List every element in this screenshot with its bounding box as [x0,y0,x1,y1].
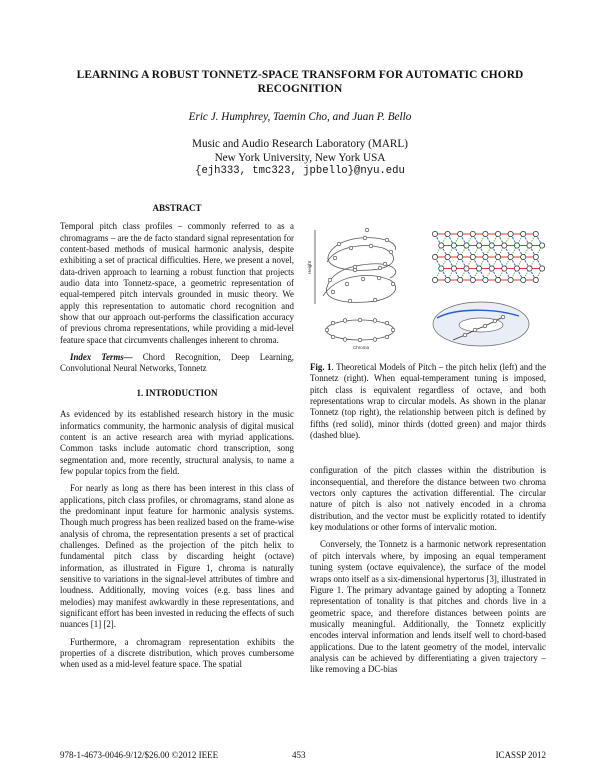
tonnetz-torus [433,302,529,346]
pitch-helix [307,228,396,350]
tonnetz-node [483,254,488,259]
tonnetz-node [533,277,538,282]
intro-paragraph-2: For nearly as long as there has been interest in this class of applications, pitch class profiles, or chromagrams, stand alone as the predominant input feature for harmonic analysis systems. Though much progress has been realized based on the frame-wise analysis of chroma, the representation presents a set of practical challenges. Defined as the projection of the pitch helix to fundamental pitch class by discarding height (octave) information, as illustrated in Figure 1, chroma is naturally sensitive to variations in the signal-level attributes of timbre and loudness. Additionally, moving voices (e.g. bass lines and melodies) may manifest awkwardly in these representations, and significant effort has been invested in reducing the effects of such nuances [1] [2]. [60,483,294,630]
abstract-text: Temporal pitch class profiles – commonly referred to as a chromagrams – are the de facto standard signal representation for content-based methods of musical harmonic analysis, despite exhibiting a set of practical difficulties. Here, we present a novel, data-driven approach to learning a robust function that projects audio data into Tonnetz-space, a geometric representation of equal-tempered pitch intervals grounded in music theory. We apply this representation to automatic chord recognition and show that our approach out-performs the classification accuracy of previous chroma representations, while providing a mid-level feature space that circumvents challenges inherent to chroma. [60,221,294,345]
tonnetz-node [495,231,500,236]
index-terms [60,352,294,375]
tonnetz-node [458,231,463,236]
figure-1 [305,222,545,352]
tonnetz-node [470,231,475,236]
author-emails: {ejh333, tmc323, jpbello}@nyu.edu [195,165,405,177]
height-axis-label: Height [307,260,312,274]
abstract-heading: ABSTRACT [152,203,202,213]
tonnetz-node [527,266,532,271]
intro-paragraph-1: As evidenced by its established research history in the music informatics community, the harmonic analysis of digital musical content is an active research area with myriad applications. Common tasks include automatic chord transcription, song segmentation and, more recently, structural analysis, to name a few popular topics from the field. [60,409,294,476]
paper-title: LEARNING A ROBUST TONNETZ-SPACE TRANSFORM FOR AUTOMATIC CHORD RECOGNITION [76,69,524,95]
affiliation-university: New York University, New York USA [214,152,386,164]
figure-1-caption-label: Fig. 1 [310,362,332,372]
tonnetz-node [514,266,519,271]
right-paragraph-1: configuration of the pitch classes within the distribution is inconsequential, and therefore the distance between two chroma vectors only captures the activation differential. The circular nature of pitch is also not natively encoded in a chroma distribution, and the vector must be explicitly rotated to identify key modulations or other forms of intervalic motion. [310,465,546,533]
intro-paragraph-3: Furthermore, a chromagram representation exhibits the properties of a discrete distribution, which proves cumbersome when used as a mid-level feature space. The spatial [60,636,294,670]
tonnetz-node [521,254,526,259]
figure-1-graphic [305,222,545,352]
left-column [60,203,294,671]
tonnetz-node [508,231,513,236]
tonnetz-node [508,254,513,259]
tonnetz-node [508,277,513,282]
tonnetz-node [432,277,437,282]
tonnetz-node [432,231,437,236]
introduction-heading: 1. INTRODUCTION [136,387,218,398]
planar-tonnetz [432,231,544,282]
tonnetz-node [439,266,444,271]
affiliation-lab: Music and Audio Research Laboratory (MARL) [192,138,408,150]
tonnetz-node [540,243,545,248]
tonnetz-node [514,243,519,248]
tonnetz-node [477,243,482,248]
tonnetz-node [470,277,475,282]
footer-venue: ICASSP 2012 [495,750,546,760]
tonnetz-node [445,254,450,259]
tonnetz-node [533,254,538,259]
tonnetz-node [477,266,482,271]
footer-page-number: 453 [292,750,306,760]
tonnetz-node [489,243,494,248]
tonnetz-node [521,277,526,282]
tonnetz-node [445,277,450,282]
tonnetz-node [464,266,469,271]
tonnetz-node [502,266,507,271]
index-terms-text: Chord Recognition, Deep Learning, Convolutional Neural Networks, Tonnetz [60,352,294,374]
tonnetz-node [502,243,507,248]
figure-1-caption-text: . Theoretical Models of Pitch – the pitch helix (left) and the Tonnetz (right). When equal-temperament tuning is imposed, pitch class is equivalent regardless of octave, and both representations wrap to circular models. As shown in the planar Tonnetz (top right), the relationship between pitch is defined by fifths (red solid), minor thirds (dotted green) and major thirds (dashed blue). [310,362,547,441]
tonnetz-node [439,243,444,248]
tonnetz-node [458,277,463,282]
tonnetz-node [451,266,456,271]
tonnetz-node [495,277,500,282]
chroma-axis-label: Chroma [353,345,370,350]
tonnetz-node [464,243,469,248]
right-paragraph-2: Conversely, the Tonnetz is a harmonic network representation of pitch intervals where, by imposing an equal temperament tuning system (octave equivalence), the surface of the model wraps onto itself as a six-dimensional hypertorus [3], illustrated in Figure 1. The primary advantage gained by adopting a Tonnetz representation of tonality is that pitches and chords live in a geometric space, and therefore distances between points are musically meaningful. Additionally, the Tonnetz explicitly encodes interval information and lends itself well to chord-based applications. Due to the latent geometry of the model, intervalic analysis can be achieved by differentiating a given trajectory – like removing a DC-bias [310,539,546,675]
figure-1-caption [310,362,546,441]
tonnetz-node [540,266,545,271]
tonnetz-node [495,254,500,259]
footer-isbn: 978-1-4673-0046-9/12/$26.00 ©2012 IEEE [60,750,219,760]
tonnetz-node [489,266,494,271]
tonnetz-node [521,231,526,236]
tonnetz-node [445,231,450,236]
tonnetz-node [527,243,532,248]
tonnetz-node [458,254,463,259]
authors: Eric J. Humphrey, Taemin Cho, and Juan P. Bello [188,111,412,123]
index-terms-label: Index Terms— [70,352,133,363]
tonnetz-node [470,254,475,259]
right-column [310,362,546,676]
tonnetz-node [533,231,538,236]
tonnetz-node [483,277,488,282]
tonnetz-node [432,254,437,259]
tonnetz-node [483,231,488,236]
tonnetz-node [451,243,456,248]
